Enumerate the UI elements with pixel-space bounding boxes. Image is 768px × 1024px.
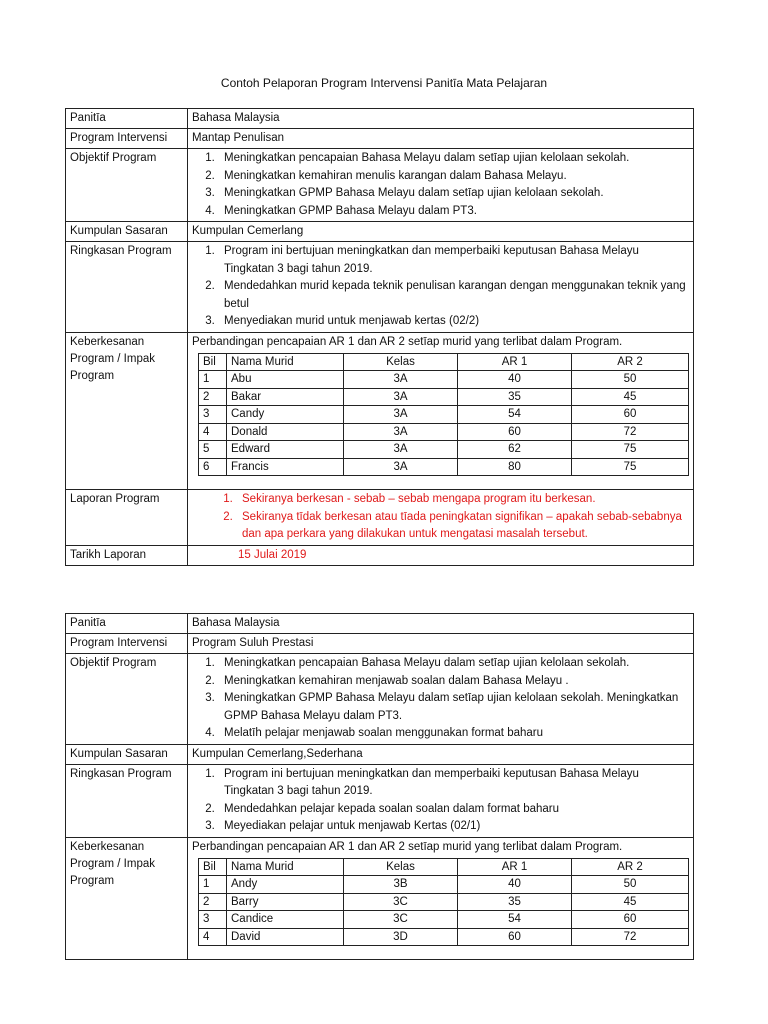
label-objektif: Objektif Program bbox=[66, 654, 188, 745]
row-sasaran bbox=[66, 744, 694, 764]
cell-bil: 1 bbox=[199, 876, 227, 894]
cell-bil: 5 bbox=[199, 441, 227, 459]
cell-ar2: 75 bbox=[572, 441, 689, 459]
label-keberkesanan bbox=[66, 332, 188, 490]
label-keberkesanan-line: Keberkesanan bbox=[70, 335, 145, 348]
header-nama: Nama Murid bbox=[227, 353, 344, 371]
ringkasan-item: 1. Program ini bertujuan meningkatkan dan memperbaiki keputusan Bahasa Melayu Tingkatan 3 bagi tahun 2019. bbox=[218, 243, 689, 278]
cell-bil: 4 bbox=[199, 928, 227, 946]
cell-nama: Bakar bbox=[227, 388, 344, 406]
laporan-list bbox=[192, 491, 689, 544]
label-panitia: Panitīa bbox=[66, 109, 188, 129]
label-ringkasan: Ringkasan Program bbox=[66, 242, 188, 333]
score-row bbox=[199, 458, 689, 476]
label-sasaran: Kumpulan Sasaran bbox=[66, 222, 188, 242]
score-row bbox=[199, 928, 689, 946]
row-panitia bbox=[66, 109, 694, 129]
objektif-item: 1. Meningkatkan pencapaian Bahasa Melayu dalam setīap ujian kelolaan sekolah. bbox=[218, 655, 689, 673]
value-program-intervensi: Mantap Penulisan bbox=[188, 129, 694, 149]
header-bil: Bil bbox=[199, 353, 227, 371]
label-keberkesanan-line: Keberkesanan bbox=[70, 840, 145, 853]
objektif-item: 3. Meningkatkan GPMP Bahasa Melayu dalam setīap ujian kelolaan sekolah. Meningkatkan GPMP Bahasa Melayu dalam PT3. bbox=[218, 690, 689, 725]
cell-ar2: 75 bbox=[572, 458, 689, 476]
cell-ar2: 60 bbox=[572, 911, 689, 929]
label-keberkesanan-line: Program bbox=[70, 369, 115, 382]
score-row bbox=[199, 423, 689, 441]
header-nama: Nama Murid bbox=[227, 858, 344, 876]
row-keberkesanan bbox=[66, 332, 694, 490]
cell-bil: 2 bbox=[199, 893, 227, 911]
score-row bbox=[199, 406, 689, 424]
label-panitia: Panitīa bbox=[66, 614, 188, 634]
value-ringkasan bbox=[188, 242, 694, 333]
cell-ar1: 40 bbox=[458, 371, 572, 389]
document-title: Contoh Pelaporan Program Intervensi Panitīa Mata Pelajaran bbox=[220, 76, 548, 90]
row-ringkasan bbox=[66, 242, 694, 333]
row-objektif bbox=[66, 149, 694, 222]
header-bil: Bil bbox=[199, 858, 227, 876]
cell-ar1: 35 bbox=[458, 893, 572, 911]
label-tarikh: Tarikh Laporan bbox=[66, 545, 188, 565]
cell-kelas: 3A bbox=[344, 458, 458, 476]
cell-kelas: 3A bbox=[344, 406, 458, 424]
cell-ar2: 50 bbox=[572, 876, 689, 894]
header-ar1: AR 1 bbox=[458, 353, 572, 371]
laporan-item: 1. Sekiranya berkesan - sebab – sebab mengapa program itu berkesan. bbox=[236, 491, 689, 509]
cell-nama: Candy bbox=[227, 406, 344, 424]
score-header-row bbox=[199, 353, 689, 371]
cell-bil: 6 bbox=[199, 458, 227, 476]
cell-bil: 4 bbox=[199, 423, 227, 441]
label-sasaran: Kumpulan Sasaran bbox=[66, 744, 188, 764]
score-row bbox=[199, 388, 689, 406]
report-table-1 bbox=[65, 108, 694, 566]
cell-ar2: 60 bbox=[572, 406, 689, 424]
score-header-row bbox=[199, 858, 689, 876]
report-table-2 bbox=[65, 613, 694, 960]
ringkasan-item: 3. Menyediakan murid untuk menjawab kertas (02/2) bbox=[218, 313, 689, 331]
label-objektif: Objektif Program bbox=[66, 149, 188, 222]
cell-kelas: 3C bbox=[344, 911, 458, 929]
objektif-list bbox=[192, 655, 689, 743]
cell-ar1: 80 bbox=[458, 458, 572, 476]
cell-ar2: 45 bbox=[572, 893, 689, 911]
score-row bbox=[199, 876, 689, 894]
cell-nama: David bbox=[227, 928, 344, 946]
label-ringkasan: Ringkasan Program bbox=[66, 764, 188, 837]
cell-nama: Abu bbox=[227, 371, 344, 389]
cell-ar1: 35 bbox=[458, 388, 572, 406]
laporan-item: 2. Sekiranya tīdak berkesan atau tīada peningkatan signifikan – apakah sebab-sebabnya dan apa perkara yang dilakukan untuk mengatasi masalah tersebut. bbox=[236, 509, 689, 544]
row-objektif bbox=[66, 654, 694, 745]
score-row bbox=[199, 893, 689, 911]
cell-nama: Andy bbox=[227, 876, 344, 894]
objektif-item: 2. Meningkatkan kemahiran menulis karangan dalam Bahasa Melayu. bbox=[218, 168, 689, 186]
cell-ar1: 54 bbox=[458, 911, 572, 929]
header-ar1: AR 1 bbox=[458, 858, 572, 876]
cell-bil: 2 bbox=[199, 388, 227, 406]
cell-nama: Donald bbox=[227, 423, 344, 441]
label-keberkesanan bbox=[66, 837, 188, 960]
cell-kelas: 3B bbox=[344, 876, 458, 894]
cell-kelas: 3D bbox=[344, 928, 458, 946]
ringkasan-list bbox=[192, 766, 689, 836]
ringkasan-item: 2. Mendedahkan murid kepada teknik penulisan karangan dengan menggunakan teknik yang betul bbox=[218, 278, 689, 313]
cell-bil: 3 bbox=[199, 911, 227, 929]
ringkasan-item: 1. Program ini bertujuan meningkatkan dan memperbaiki keputusan Bahasa Melayu Tingkatan 3 bagi tahun 2019. bbox=[218, 766, 689, 801]
value-keberkesanan bbox=[188, 332, 694, 490]
score-row bbox=[199, 911, 689, 929]
objektif-item: 1. Meningkatkan pencapaian Bahasa Melayu dalam setīap ujian kelolaan sekolah. bbox=[218, 150, 689, 168]
objektif-item: 4. Melatīh pelajar menjawab soalan menggunakan format baharu bbox=[218, 725, 689, 743]
cell-nama: Barry bbox=[227, 893, 344, 911]
ringkasan-item: 2. Mendedahkan pelajar kepada soalan soalan dalam format baharu bbox=[218, 801, 689, 819]
value-laporan bbox=[188, 490, 694, 546]
value-ringkasan bbox=[188, 764, 694, 837]
score-row bbox=[199, 441, 689, 459]
score-table-2 bbox=[198, 858, 689, 947]
value-sasaran: Kumpulan Cemerlang,Sederhana bbox=[188, 744, 694, 764]
row-program-intervensi bbox=[66, 129, 694, 149]
row-panitia bbox=[66, 614, 694, 634]
cell-kelas: 3A bbox=[344, 423, 458, 441]
ringkasan-item: 3. Meyediakan pelajar untuk menjawab Kertas (02/1) bbox=[218, 818, 689, 836]
cell-ar1: 40 bbox=[458, 876, 572, 894]
score-row bbox=[199, 371, 689, 389]
header-ar2: AR 2 bbox=[572, 858, 689, 876]
label-program-intervensi: Program Intervensi bbox=[66, 634, 188, 654]
header-kelas: Kelas bbox=[344, 353, 458, 371]
value-tarikh: 15 Julai 2019 bbox=[188, 545, 694, 565]
cell-kelas: 3C bbox=[344, 893, 458, 911]
perbandingan-text: Perbandingan pencapaian AR 1 dan AR 2 setīap murid yang terlibat dalam Program. bbox=[192, 840, 623, 853]
cell-nama: Edward bbox=[227, 441, 344, 459]
header-ar2: AR 2 bbox=[572, 353, 689, 371]
label-keberkesanan-line: Program bbox=[70, 874, 115, 887]
value-panitia: Bahasa Malaysia bbox=[188, 109, 694, 129]
objektif-list bbox=[192, 150, 689, 220]
value-panitia: Bahasa Malaysia bbox=[188, 614, 694, 634]
cell-nama: Francis bbox=[227, 458, 344, 476]
value-objektif bbox=[188, 654, 694, 745]
cell-kelas: 3A bbox=[344, 441, 458, 459]
value-sasaran: Kumpulan Cemerlang bbox=[188, 222, 694, 242]
label-laporan: Laporan Program bbox=[66, 490, 188, 546]
objektif-item: 3. Meningkatkan GPMP Bahasa Melayu dalam setīap ujian kelolaan sekolah. bbox=[218, 185, 689, 203]
perbandingan-text: Perbandingan pencapaian AR 1 dan AR 2 setīap murid yang terlibat dalam Program. bbox=[192, 335, 623, 348]
cell-ar2: 72 bbox=[572, 928, 689, 946]
row-sasaran bbox=[66, 222, 694, 242]
cell-ar1: 60 bbox=[458, 423, 572, 441]
header-kelas: Kelas bbox=[344, 858, 458, 876]
value-keberkesanan bbox=[188, 837, 694, 960]
value-program-intervensi: Program Suluh Prestasi bbox=[188, 634, 694, 654]
cell-bil: 3 bbox=[199, 406, 227, 424]
row-program-intervensi bbox=[66, 634, 694, 654]
cell-kelas: 3A bbox=[344, 388, 458, 406]
cell-ar2: 72 bbox=[572, 423, 689, 441]
cell-ar2: 45 bbox=[572, 388, 689, 406]
label-keberkesanan-line: Program / Impak bbox=[70, 352, 155, 365]
score-table-1 bbox=[198, 353, 689, 477]
row-keberkesanan bbox=[66, 837, 694, 960]
cell-bil: 1 bbox=[199, 371, 227, 389]
cell-kelas: 3A bbox=[344, 371, 458, 389]
cell-ar1: 60 bbox=[458, 928, 572, 946]
objektif-item: 2. Meningkatkan kemahiran menjawab soalan dalam Bahasa Melayu . bbox=[218, 673, 689, 691]
row-ringkasan bbox=[66, 764, 694, 837]
row-laporan bbox=[66, 490, 694, 546]
cell-ar2: 50 bbox=[572, 371, 689, 389]
row-tarikh bbox=[66, 545, 694, 565]
cell-ar1: 54 bbox=[458, 406, 572, 424]
label-program-intervensi: Program Intervensi bbox=[66, 129, 188, 149]
ringkasan-list bbox=[192, 243, 689, 331]
cell-nama: Candice bbox=[227, 911, 344, 929]
cell-ar1: 62 bbox=[458, 441, 572, 459]
objektif-item: 4. Meningkatkan GPMP Bahasa Melayu dalam PT3. bbox=[218, 203, 689, 221]
value-objektif bbox=[188, 149, 694, 222]
label-keberkesanan-line: Program / Impak bbox=[70, 857, 155, 870]
